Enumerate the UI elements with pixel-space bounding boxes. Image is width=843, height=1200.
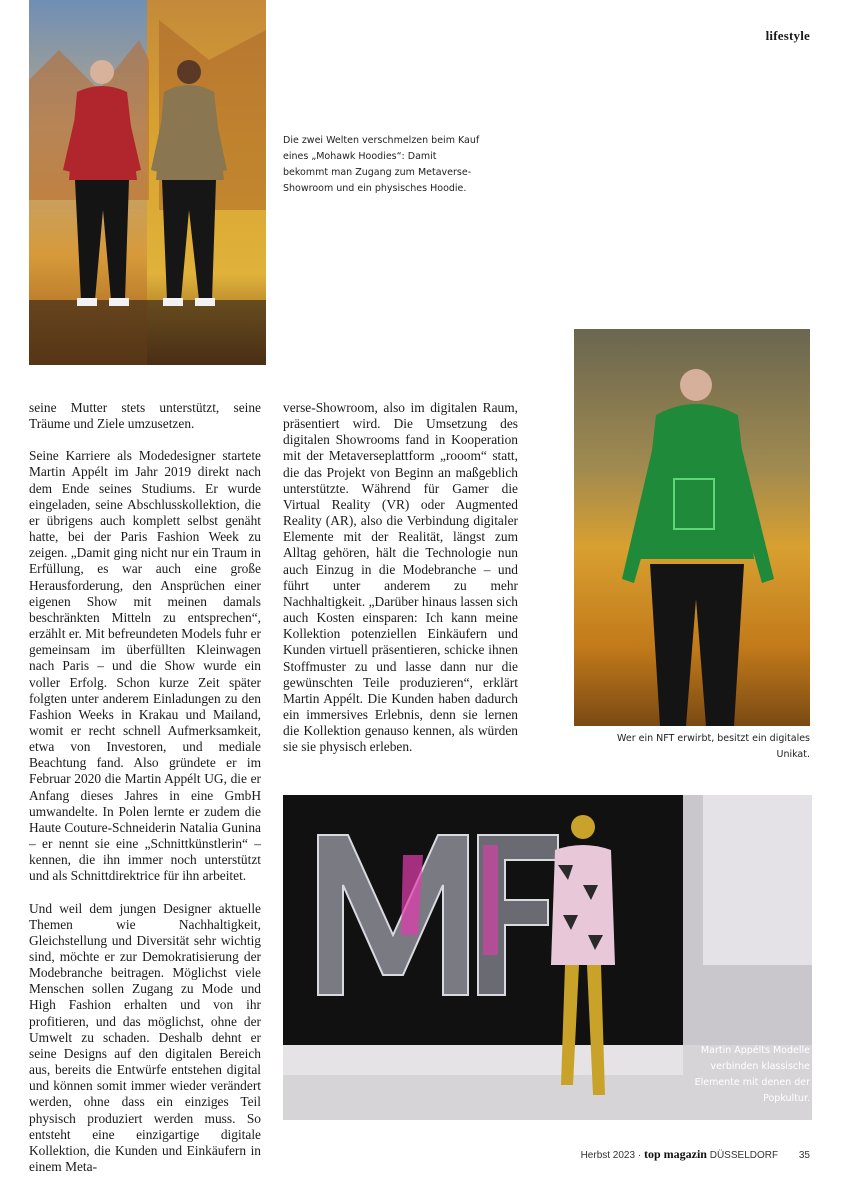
paragraph: verse-Showroom, also im digitalen Raum, präsentiert wird. Die Umsetzung des digitalen Showrooms fand in Kooperation mit der Metaverseplattform „rooom“ statt, die das Projekt von Beginn an maßgeblich unterstützte. Während für Gamer die Virtual Reality (VR) oder Augmented Reality (AR), also die Verbindung digitaler Elemente mit der Realität, längst zum Alltag gehören, hält die Technologie nun auch Einzug in die Modebranche – und führt unter anderem zu mehr Nachhaltigkeit. „Darüber hinaus lassen sich auch Kosten einsparen: Ich kann meine Kollektion potenziellen Einkäufern und Kunden virtuell präsentieren, schicke ihnen Stoffmuster zu und lasse dann nur die gewünschten Teile produzieren“, erklärt Martin Appélt. Die Kunden haben dadurch ein immersives Erlebnis, denn sie lernen die Kollektion genauso kennen, als würden sie sie physisch erleben. <box>283 400 518 755</box>
hoodies-caption: Die zwei Welten verschmelzen beim Kauf eines „Mohawk Hoodies“: Damit bekommt man Zugang zum Metaverse-Showroom und ein physisches Hoodie. <box>283 135 480 194</box>
paragraph: Seine Karriere als Modedesigner startete Martin Appélt im Jahr 2019 direkt nach dem Ende seines Studiums. Er wurde eingeladen, seine Abschlusskollektion, die er übrigens auch komplett selbst genäht hatte, bei der Paris Fashion Week zu zeigen. „Damit ging nicht nur ein Traum in Erfüllung, es war auch eine große Herausforderung, den Ansprüchen einer eigenen Show mit meinen damals beschränkten Mitteln zu entsprechen“, erzählt er. Mit befreundeten Models fuhr er gemeinsam im überfüllten Kleinwagen nach Paris – und die Show wurde ein voller Erfolg. Schon kurze Zeit später folgten unter anderem Einladungen zu den Fashion Weeks in Krakau und Mailand, womit er recht schnell Aufmerksamkeit, etwa von Investoren, und mediale Beachtung fand. Also gründete er im Februar 2020 die Martin Appélt UG, die er Anfang dieses Jahres in eine GmbH umwandelte. In Polen lernte er zudem die Haute Couture-Schneiderin Natalia Gunina – er nennt sie eine „Schnittkünstlerin“ – kennen, die ihn immer noch unterstützt und als Schnittdirektrice für ihn arbeitet. <box>29 448 261 884</box>
hoodies-photo <box>29 0 266 365</box>
footer-city: DÜSSELDORF <box>709 1150 779 1161</box>
paragraph: seine Mutter stets unterstützt, seine Träume und Ziele umzusetzen. <box>29 400 261 432</box>
page-footer <box>581 1147 810 1162</box>
runway-caption: Martin Appélts Modelle verbinden klassische Elemente mit denen der Popkultur. <box>694 1045 810 1104</box>
green-hoodie-caption: Wer ein NFT erwirbt, besitzt ein digitales Unikat. <box>617 733 810 760</box>
paragraph: Und weil dem jungen Designer aktuelle Themen wie Nachhaltigkeit, Gleichstellung und Diversität sehr wichtig sind, möchte er zur Demokratisierung der Modebranche beitragen. Möglichst viele Menschen sollen Zugang zu Mode und High Fashion erhalten und von ihr profitieren, und das möglichst, ohne der Umwelt zu schaden. Deshalb dehnt er seine Designs auf den digitalen Bereich aus, bereits die Entwürfe entstehen digital und können somit immer wieder verändert werden, ohne dass ein einziges Teil physisch produziert werden muss. So entsteht eine einzigartige digitale Kollektion, die Kunden und Einkäufern in einem Meta- <box>29 900 261 1175</box>
green-hoodie-photo <box>574 329 810 726</box>
article-column-left <box>29 400 261 1191</box>
section-label: lifestyle <box>765 28 810 43</box>
footer-brand: top magazin <box>643 1147 707 1161</box>
footer-season: Herbst 2023 · <box>580 1150 642 1161</box>
article-column-right <box>283 400 518 771</box>
page-number: 35 <box>798 1150 810 1161</box>
